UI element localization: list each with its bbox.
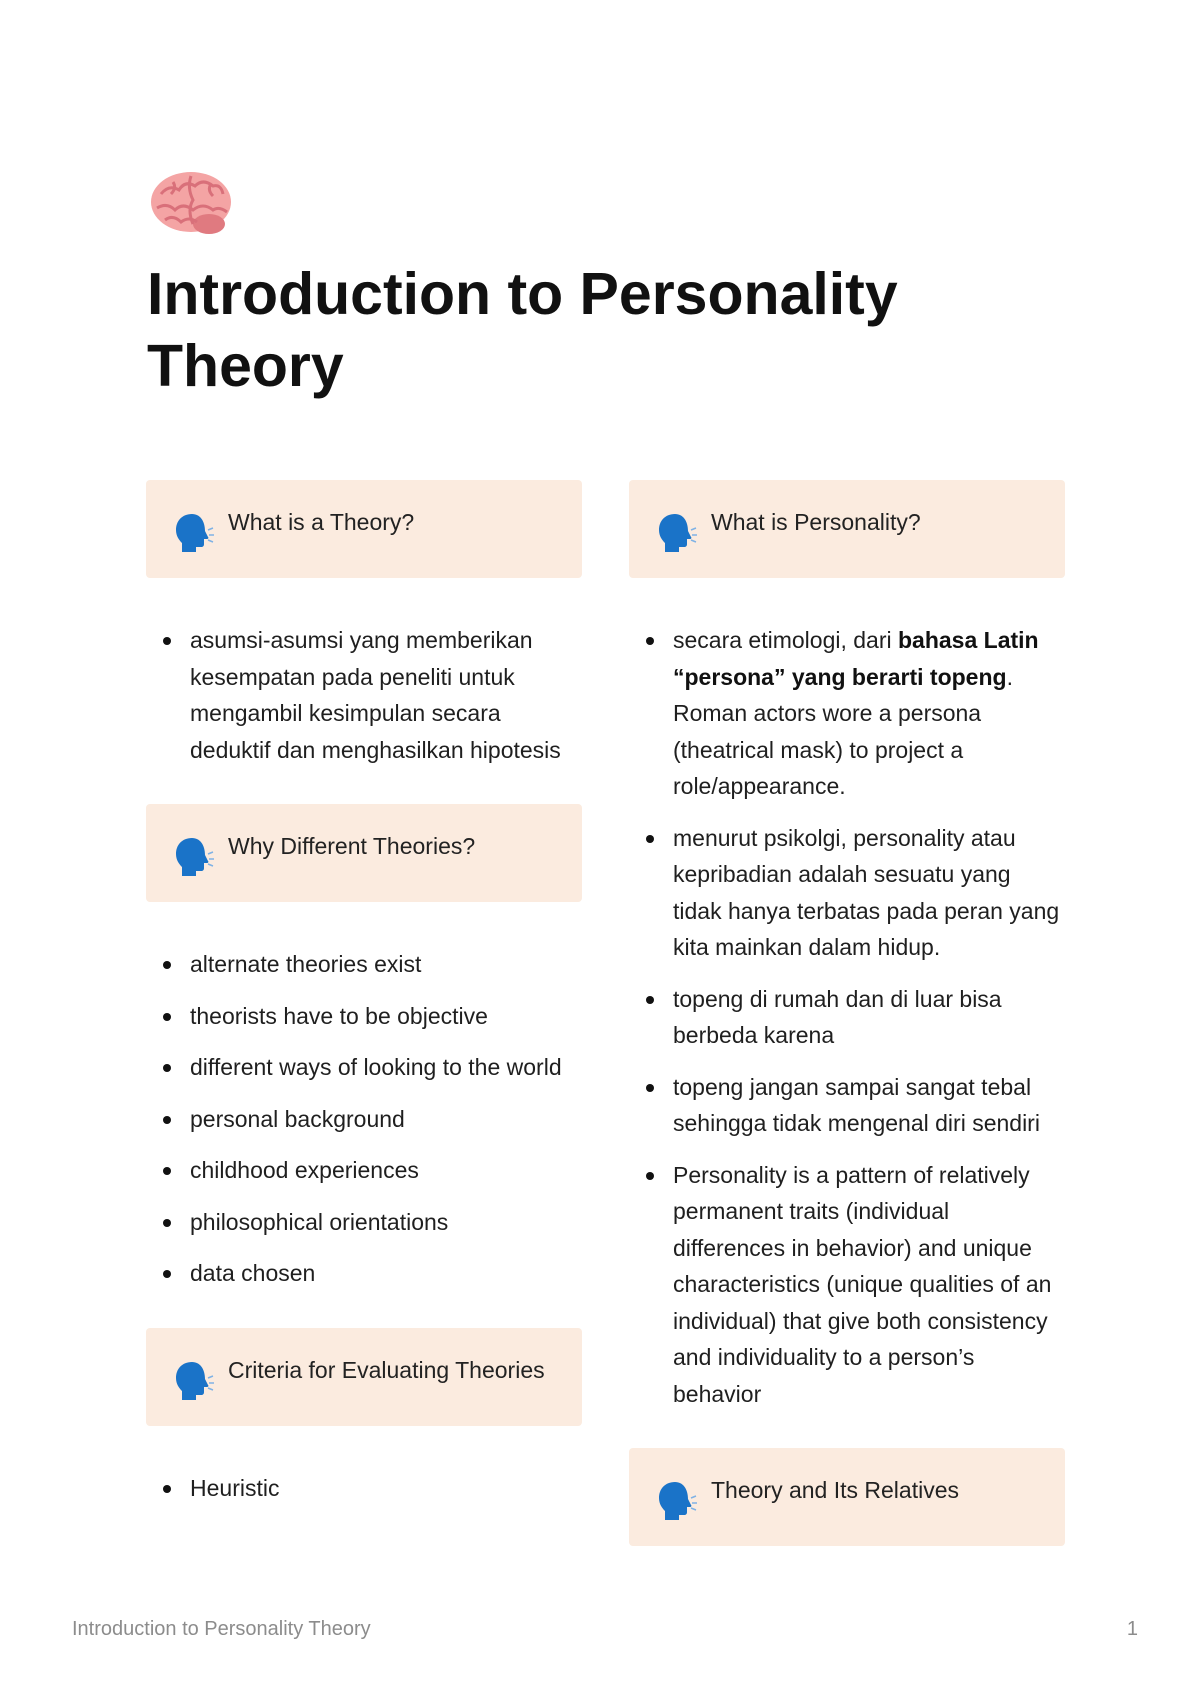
bold-text: bahasa Latin “persona” yang berarti topeng <box>673 627 1039 690</box>
callout-label: What is a Theory? <box>228 509 415 535</box>
list-item: alternate theories exist <box>146 946 582 983</box>
callout-label: Criteria for Evaluating Theories <box>228 1356 545 1383</box>
list-item <box>629 622 1065 805</box>
speaking-head-icon <box>655 1478 699 1522</box>
speaking-head-icon <box>172 510 216 554</box>
list-item: topeng jangan sampai sangat tebal sehingga tidak mengenal diri sendiri <box>629 1069 1065 1142</box>
footer-title: Introduction to Personality Theory <box>72 1618 371 1640</box>
list-item: Personality is a pattern of relatively permanent traits (individual differences in behavior) and unique characteristics (unique qualities of an individual) that give both consistency and individuality to a person’s behavior <box>629 1157 1065 1413</box>
callout-what-is-personality <box>629 480 1065 578</box>
different-theories-list <box>146 946 582 1292</box>
callout-criteria-evaluating-theories <box>146 1328 582 1426</box>
page-number: 1 <box>1126 1618 1138 1640</box>
callout-theory-and-relatives <box>629 1448 1065 1546</box>
speaking-head-icon <box>172 834 216 878</box>
list-text: . Roman actors wore a persona (theatrical mask) to project a role/appearance. <box>673 663 1013 799</box>
speaking-head-icon <box>655 510 699 554</box>
list-item: theorists have to be objective <box>146 998 582 1035</box>
theory-definition-list <box>146 622 582 768</box>
list-item: topeng di rumah dan di luar bisa berbeda karena <box>629 981 1065 1054</box>
list-item: childhood experiences <box>146 1152 582 1189</box>
list-text: secara etimologi, dari <box>673 627 898 653</box>
list-item: asumsi-asumsi yang memberikan kesempatan pada peneliti untuk mengambil kesimpulan secara deduktif dan menghasilkan hipotesis <box>146 622 582 768</box>
list-item: Heuristic <box>146 1470 582 1507</box>
callout-what-is-theory <box>146 480 582 578</box>
personality-definition-list <box>629 622 1065 1412</box>
left-column <box>146 480 582 1542</box>
page-title: Introduction to Personality Theory <box>147 261 898 399</box>
list-item: personal background <box>146 1101 582 1138</box>
list-item: philosophical orientations <box>146 1204 582 1241</box>
list-item: different ways of looking to the world <box>146 1049 582 1086</box>
brain-icon <box>147 164 237 242</box>
list-item: menurut psikolgi, personality atau kepribadian adalah sesuatu yang tidak hanya terbatas pada peran yang kita mainkan dalam hidup. <box>629 820 1065 966</box>
speaking-head-icon <box>172 1358 216 1402</box>
callout-label: What is Personality? <box>711 509 921 535</box>
list-item: data chosen <box>146 1255 582 1292</box>
callout-label: Theory and Its Relatives <box>711 1477 960 1503</box>
callout-why-different-theories <box>146 804 582 902</box>
callout-label: Why Different Theories? <box>228 833 476 859</box>
right-column <box>629 480 1065 1590</box>
criteria-list <box>146 1470 582 1507</box>
